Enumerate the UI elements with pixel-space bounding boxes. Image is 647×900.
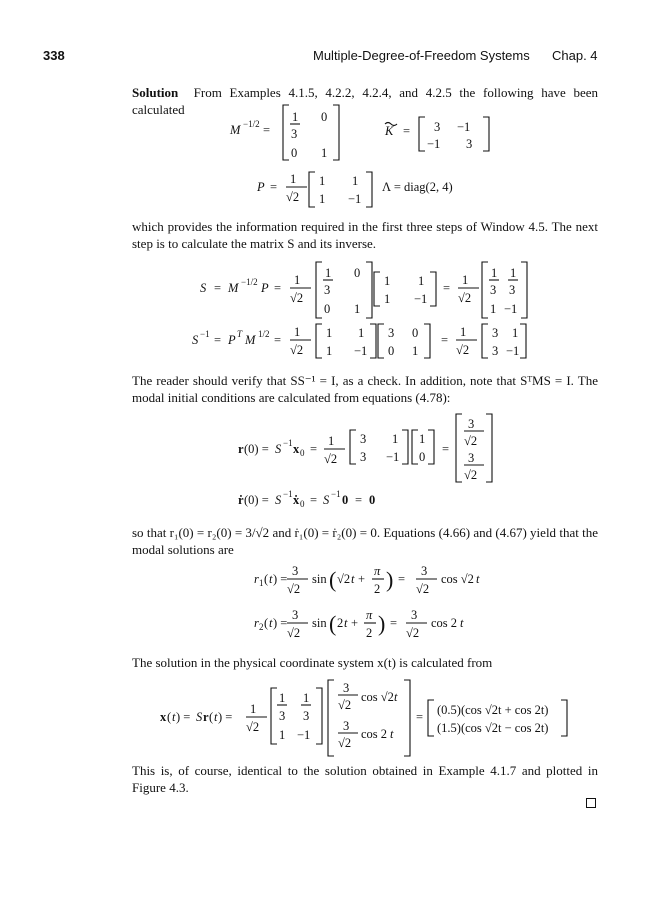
svg-text:=: = — [274, 281, 282, 295]
svg-text:M: M — [228, 281, 239, 295]
svg-text:1/2: 1/2 — [258, 329, 270, 339]
svg-text:P: P — [257, 180, 265, 194]
svg-text:(0) =: (0) = — [244, 442, 269, 456]
svg-text:3: 3 — [388, 326, 395, 340]
svg-text:−1: −1 — [297, 728, 311, 742]
svg-text:−1/2: −1/2 — [243, 119, 260, 129]
svg-text:=: = — [403, 124, 411, 138]
svg-text:): ) — [378, 611, 386, 636]
svg-text:√2: √2 — [338, 736, 352, 750]
svg-text:r: r — [238, 442, 244, 456]
svg-text:) =: ) = — [176, 710, 191, 724]
svg-text:=: = — [443, 281, 451, 295]
svg-text:t: t — [344, 616, 348, 630]
svg-text:1: 1 — [491, 266, 498, 280]
x-result-row-1: (0.5)(cos √2t + cos 2t) — [437, 703, 549, 717]
svg-text:2: 2 — [259, 622, 264, 632]
svg-text:1: 1 — [328, 434, 335, 448]
lambda-diag: Λ = diag(2, 4) — [382, 180, 453, 194]
svg-text:=: = — [214, 333, 222, 347]
svg-text:3: 3 — [492, 326, 499, 340]
svg-text:3: 3 — [468, 451, 475, 465]
svg-text:t: t — [172, 710, 176, 724]
svg-text:3: 3 — [324, 283, 331, 297]
svg-text:1: 1 — [303, 691, 310, 705]
svg-text:=: = — [442, 442, 450, 456]
svg-text:) =: ) = — [218, 710, 233, 724]
paragraph-window-steps: which provides the information required in the first three steps of Window 4.5. The next step is to calculate the matrix S and its inverse. — [132, 219, 598, 251]
svg-text:0: 0 — [321, 110, 328, 124]
svg-text:0: 0 — [300, 499, 305, 509]
svg-text:0: 0 — [412, 326, 419, 340]
svg-text:3: 3 — [343, 719, 350, 733]
svg-text:r: r — [254, 616, 259, 630]
svg-text:−1: −1 — [504, 302, 518, 316]
page-number: 338 — [43, 48, 65, 63]
svg-text:=: = — [270, 180, 278, 194]
svg-text:3: 3 — [291, 127, 298, 141]
svg-text:S: S — [275, 442, 282, 456]
svg-text:−1: −1 — [354, 344, 368, 358]
paragraph-verify: The reader should verify that SS⁻¹ = I, as a check. In addition, note that SᵀMS = I. The modal initial conditions are calculated from equations (4.78): — [132, 373, 598, 405]
svg-text:1: 1 — [384, 274, 391, 288]
svg-text:t: t — [351, 572, 355, 586]
svg-text:−1: −1 — [427, 137, 441, 151]
svg-text:t: t — [269, 616, 273, 630]
equation-s-matrix — [200, 262, 527, 318]
svg-text:sin: sin — [312, 616, 327, 630]
svg-text:=: = — [355, 493, 363, 507]
svg-text:S: S — [196, 710, 203, 724]
svg-text:√2: √2 — [406, 626, 420, 640]
svg-text:−1: −1 — [331, 489, 341, 499]
svg-text:(: ( — [264, 616, 269, 630]
svg-text:1: 1 — [319, 192, 326, 206]
svg-text:+: + — [358, 572, 366, 586]
svg-text:3: 3 — [492, 344, 499, 358]
svg-text:P: P — [261, 281, 269, 295]
svg-text:) =: ) = — [273, 572, 288, 586]
svg-text:=: = — [214, 281, 222, 295]
svg-text:cos 2: cos 2 — [361, 727, 388, 741]
svg-text:1: 1 — [384, 292, 391, 306]
svg-text:3: 3 — [421, 564, 428, 578]
svg-text:=: = — [263, 123, 271, 137]
svg-text:√2: √2 — [290, 343, 304, 357]
svg-text:2: 2 — [337, 616, 344, 630]
svg-text:1: 1 — [412, 344, 419, 358]
svg-text:3: 3 — [360, 450, 367, 464]
paragraph-physical-coordinates: The solution in the physical coordinate system x(t) is calculated from — [132, 655, 493, 670]
svg-text:r: r — [203, 710, 209, 724]
svg-text:K: K — [385, 124, 394, 138]
equation-p-matrix — [256, 172, 453, 207]
svg-text:sin: sin — [312, 572, 327, 586]
svg-text:0: 0 — [419, 450, 426, 464]
svg-text:0: 0 — [300, 448, 305, 458]
svg-text:t: t — [269, 572, 273, 586]
svg-text:π: π — [374, 564, 381, 578]
svg-text:x: x — [160, 710, 167, 724]
svg-text:cos √2: cos √2 — [441, 572, 474, 586]
paragraph-conclusion: This is, of course, identical to the solution obtained in Example 4.1.7 and plotted in Figure 4.3. — [132, 763, 598, 795]
svg-text:−1: −1 — [506, 344, 520, 358]
paragraph-initial-conditions: so that r₁(0) = r₂(0) = 3/√2 and ṙ₁(0) = ṙ₂(0) = 0. Equations (4.66) and (4.67) yield that the modal solutions are — [132, 525, 598, 557]
svg-text:1: 1 — [392, 432, 399, 446]
svg-text:3: 3 — [292, 608, 299, 622]
svg-text:3: 3 — [468, 417, 475, 431]
svg-text:3: 3 — [292, 564, 299, 578]
svg-text:−1: −1 — [457, 120, 471, 134]
svg-text:cos 2: cos 2 — [431, 616, 458, 630]
svg-text:t: t — [460, 616, 464, 630]
svg-text:ẋ: ẋ — [293, 493, 300, 507]
svg-text:√2: √2 — [287, 626, 301, 640]
svg-text:=: = — [398, 572, 406, 586]
svg-text:−1: −1 — [348, 192, 362, 206]
svg-text:r: r — [254, 572, 259, 586]
svg-text:=: = — [441, 333, 449, 347]
svg-text:0: 0 — [291, 146, 298, 160]
svg-text:1: 1 — [462, 273, 469, 287]
svg-text:cos √2: cos √2 — [361, 690, 394, 704]
svg-text:(: ( — [329, 611, 337, 636]
svg-text:0: 0 — [354, 266, 361, 280]
svg-text:1: 1 — [418, 274, 425, 288]
svg-text:3: 3 — [360, 432, 367, 446]
svg-text:√2: √2 — [464, 468, 478, 482]
equation-s-inverse — [192, 324, 526, 358]
svg-text:−1/2: −1/2 — [241, 277, 258, 287]
svg-text:1: 1 — [325, 266, 332, 280]
svg-text:1: 1 — [354, 302, 361, 316]
svg-text:√2: √2 — [416, 582, 430, 596]
svg-text:−1: −1 — [386, 450, 400, 464]
svg-text:1: 1 — [510, 266, 517, 280]
svg-text:T: T — [237, 329, 243, 339]
svg-text:√2: √2 — [324, 452, 338, 466]
svg-text:1: 1 — [490, 302, 497, 316]
svg-text:1: 1 — [326, 344, 333, 358]
svg-text:S: S — [200, 281, 207, 295]
svg-text:√2: √2 — [290, 291, 304, 305]
svg-text:(: ( — [209, 710, 214, 724]
intro-text: From Examples 4.1.5, 4.2.2, 4.2.4, and 4.2.5 the following have been calculated — [132, 85, 598, 117]
svg-text:√2: √2 — [287, 582, 301, 596]
svg-text:√2: √2 — [246, 720, 260, 734]
svg-text:) =: ) = — [273, 616, 288, 630]
svg-text:t: t — [214, 710, 218, 724]
solution-label: Solution — [132, 85, 179, 100]
svg-text:1: 1 — [290, 172, 297, 186]
svg-text:−1: −1 — [283, 489, 293, 499]
equation-r1-t — [254, 564, 480, 596]
svg-text:t: t — [390, 727, 394, 741]
svg-text:1: 1 — [358, 326, 365, 340]
svg-text:0: 0 — [342, 493, 349, 507]
svg-text:+: + — [351, 616, 359, 630]
svg-text:3: 3 — [509, 283, 516, 297]
svg-text:2: 2 — [366, 626, 373, 640]
svg-text:3: 3 — [279, 709, 286, 723]
svg-text:−1: −1 — [414, 292, 428, 306]
svg-text:1: 1 — [352, 174, 359, 188]
svg-text:√2: √2 — [338, 698, 352, 712]
svg-text:x: x — [293, 442, 300, 456]
svg-text:√2: √2 — [337, 572, 351, 586]
running-title: Multiple-Degree-of-Freedom Systems — [313, 48, 530, 63]
svg-text:1: 1 — [321, 146, 328, 160]
svg-text:1: 1 — [319, 174, 326, 188]
svg-text:t: t — [476, 572, 480, 586]
svg-text:=: = — [274, 333, 282, 347]
svg-text:−1: −1 — [200, 329, 210, 339]
svg-text:S: S — [275, 493, 282, 507]
svg-text:(: ( — [264, 572, 269, 586]
svg-text:=: = — [390, 616, 398, 630]
svg-text:1: 1 — [460, 325, 467, 339]
svg-text:1: 1 — [250, 702, 257, 716]
svg-text:(: ( — [329, 567, 337, 592]
svg-text:√2: √2 — [286, 190, 300, 204]
svg-text:√2: √2 — [456, 343, 470, 357]
svg-text:1: 1 — [419, 432, 426, 446]
svg-text:=: = — [310, 442, 318, 456]
equation-r-initial — [238, 414, 492, 482]
svg-text:M: M — [230, 123, 241, 137]
svg-text:1: 1 — [326, 326, 333, 340]
svg-text:3: 3 — [466, 137, 473, 151]
svg-text:): ) — [386, 567, 394, 592]
svg-text:S: S — [192, 333, 199, 347]
svg-text:√2: √2 — [464, 434, 478, 448]
svg-text:=: = — [310, 493, 318, 507]
svg-text:1: 1 — [294, 273, 301, 287]
svg-text:2: 2 — [374, 582, 381, 596]
svg-text:1: 1 — [512, 326, 519, 340]
svg-text:3: 3 — [490, 283, 497, 297]
svg-text:3: 3 — [411, 608, 418, 622]
equation-x-t — [160, 680, 567, 756]
svg-text:t: t — [394, 690, 398, 704]
x-result-row-2: (1.5)(cos √2t − cos 2t) — [437, 721, 549, 735]
chapter-label: Chap. 4 — [552, 48, 598, 63]
svg-text:1: 1 — [259, 578, 264, 588]
svg-text:1: 1 — [294, 325, 301, 339]
svg-text:(0) =: (0) = — [244, 493, 269, 507]
svg-text:(: ( — [167, 710, 172, 724]
svg-text:3: 3 — [343, 681, 350, 695]
equation-r2-t — [254, 608, 464, 640]
svg-text:M: M — [245, 333, 256, 347]
svg-text:√2: √2 — [458, 291, 472, 305]
equation-k-tilde — [384, 117, 489, 151]
svg-text:0: 0 — [369, 493, 376, 507]
svg-text:−1: −1 — [283, 438, 293, 448]
svg-text:3: 3 — [303, 709, 310, 723]
svg-text:3: 3 — [434, 120, 441, 134]
svg-text:1: 1 — [279, 728, 286, 742]
svg-text:π: π — [366, 608, 373, 622]
svg-text:1: 1 — [279, 691, 286, 705]
svg-text:ṙ: ṙ — [238, 493, 244, 507]
svg-text:0: 0 — [324, 302, 331, 316]
svg-text:P: P — [228, 333, 236, 347]
equation-rdot-initial — [238, 489, 375, 509]
svg-text:1: 1 — [292, 110, 299, 124]
equation-m-inverse-half — [229, 105, 339, 160]
svg-text:=: = — [416, 710, 424, 724]
svg-text:0: 0 — [388, 344, 395, 358]
svg-text:S: S — [323, 493, 330, 507]
